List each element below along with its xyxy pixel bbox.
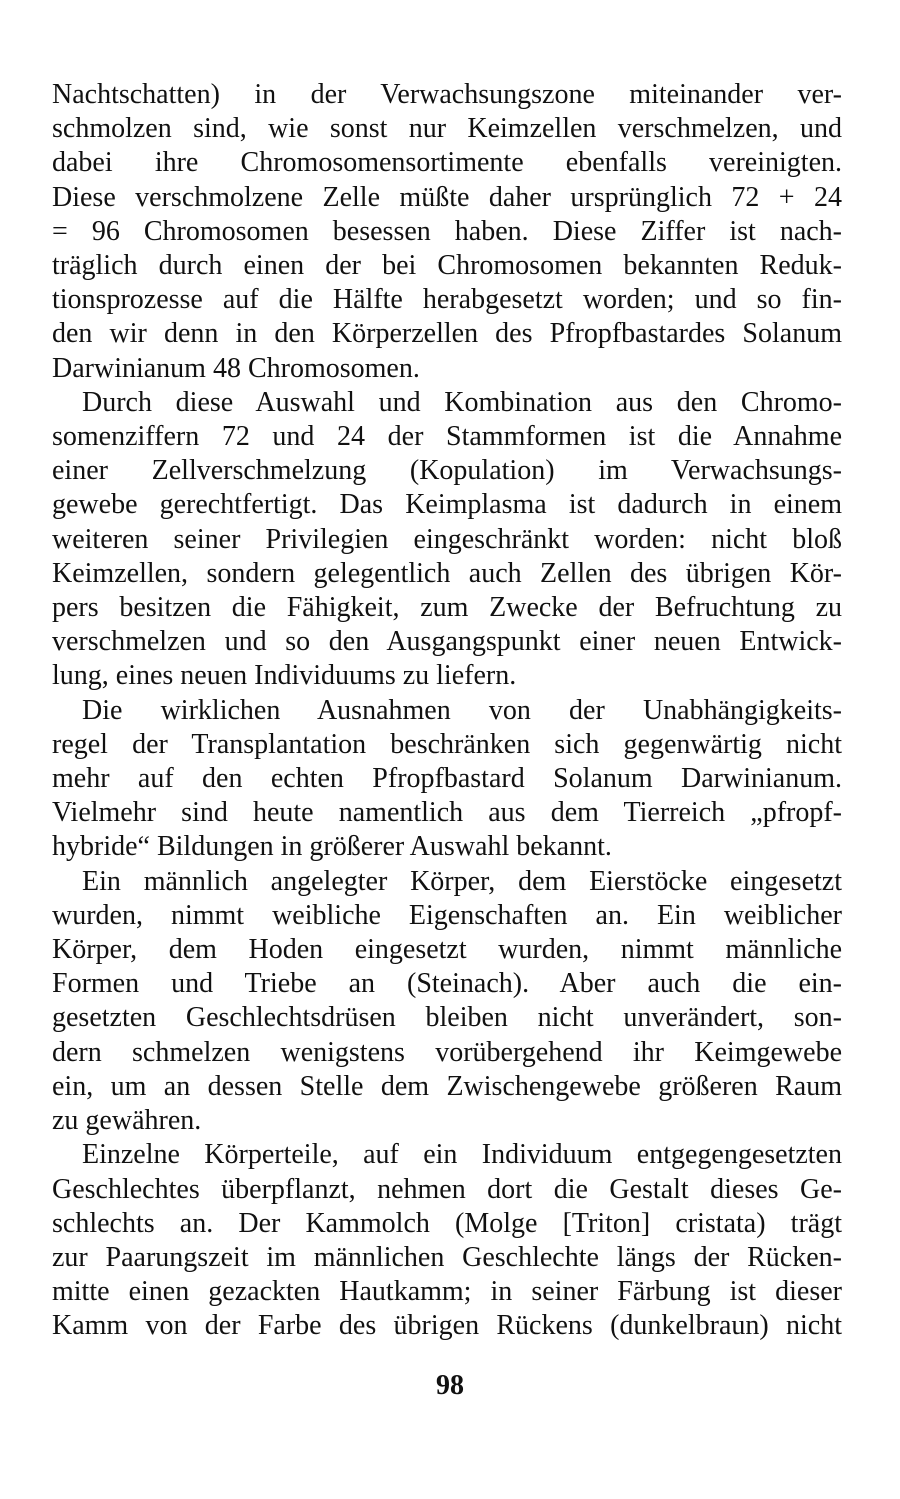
text-line: zur Paarungszeit im männlichen Geschlechte längs der Rücken- bbox=[52, 1241, 842, 1273]
text-line: Die wirklichen Ausnahmen von der Unabhängigkeits- bbox=[82, 694, 842, 726]
text-line: schmolzen sind, wie sonst nur Keimzellen verschmelzen, und bbox=[52, 113, 842, 145]
text-line: Einzelne Körperteile, auf ein Individuum entgegengesetzten bbox=[82, 1139, 842, 1171]
text-line: Nachtschatten) in der Verwachsungszone miteinander ver- bbox=[52, 79, 842, 110]
text-line: gewebe gerechtfertigt. Das Keimplasma ist dadurch in einem bbox=[52, 489, 842, 521]
text-line: tionsprozesse auf die Hälfte herabgesetzt worden; und so fin- bbox=[52, 284, 842, 316]
text-line: dabei ihre Chromosomensortimente ebenfalls vereinigten. bbox=[52, 147, 842, 179]
text-line: träglich durch einen der bei Chromosomen bekannten Reduk- bbox=[52, 250, 842, 282]
text-line: pers besitzen die Fähigkeit, zum Zwecke der Befruchtung zu bbox=[52, 592, 842, 624]
text-line: wurden, nimmt weibliche Eigenschaften an. Ein weiblicher bbox=[52, 899, 842, 931]
paragraph-2 bbox=[52, 386, 842, 694]
text-line: Keimzellen, sondern gelegentlich auch Zellen des übrigen Kör- bbox=[52, 557, 842, 589]
text-line: zu gewähren. bbox=[52, 1105, 202, 1137]
text-line: weiteren seiner Privilegien eingeschränkt worden: nicht bloß bbox=[52, 523, 842, 555]
paragraph-3 bbox=[52, 694, 842, 865]
text-line: Formen und Triebe an (Steinach). Aber auch die ein- bbox=[52, 968, 842, 1000]
text-line: Diese verschmolzene Zelle müßte daher ursprünglich 72 + 24 bbox=[52, 181, 842, 213]
paragraph-1 bbox=[52, 78, 842, 386]
text-line: somenziffern 72 und 24 der Stammformen ist die Annahme bbox=[52, 421, 842, 453]
text-line: lung, eines neuen Individuums zu liefern. bbox=[52, 660, 517, 692]
text-line: einer Zellverschmelzung (Kopulation) im Verwachsungs- bbox=[52, 455, 842, 487]
text-line: gesetzten Geschlechtsdrüsen bleiben nicht unverändert, son- bbox=[52, 1002, 842, 1034]
paragraph-5 bbox=[52, 1138, 842, 1343]
page-number: 98 bbox=[436, 1370, 464, 1401]
text-line: verschmelzen und so den Ausgangspunkt einer neuen Entwick- bbox=[52, 626, 842, 658]
text-line: mehr auf den echten Pfropfbastard Solanum Darwinianum. bbox=[52, 763, 842, 795]
text-line: Geschlechtes überpflanzt, nehmen dort die Gestalt dieses Ge- bbox=[52, 1173, 842, 1205]
body-text bbox=[52, 78, 842, 1344]
text-line: Ein männlich angelegter Körper, dem Eierstöcke eingesetzt bbox=[82, 865, 842, 897]
text-line: Körper, dem Hoden eingesetzt wurden, nimmt männliche bbox=[52, 934, 842, 966]
paragraph-4 bbox=[52, 865, 842, 1139]
text-line: = 96 Chromosomen besessen haben. Diese Ziffer ist nach- bbox=[52, 215, 842, 247]
text-line: regel der Transplantation beschränken sich gegenwärtig nicht bbox=[52, 728, 842, 760]
text-line: Vielmehr sind heute namentlich aus dem Tierreich „pfropf- bbox=[52, 797, 842, 829]
text-line: Darwinianum 48 Chromosomen. bbox=[52, 352, 420, 384]
text-line: ein, um an dessen Stelle dem Zwischengewebe größeren Raum bbox=[52, 1070, 842, 1102]
text-line: dern schmelzen wenigstens vorübergehend ihr Keimgewebe bbox=[52, 1036, 842, 1068]
text-line: mitte einen gezackten Hautkamm; in seiner Färbung ist dieser bbox=[52, 1276, 842, 1308]
text-line: hybride“ Bildungen in größerer Auswahl bekannt. bbox=[52, 831, 612, 863]
text-line: Durch diese Auswahl und Kombination aus den Chromo- bbox=[82, 386, 842, 418]
text-line: den wir denn in den Körperzellen des Pfropfbastardes Solanum bbox=[52, 318, 842, 350]
text-line: schlechts an. Der Kammolch (Molge [Triton] cristata) trägt bbox=[52, 1207, 842, 1239]
text-line: Kamm von der Farbe des übrigen Rückens (dunkelbraun) nicht bbox=[52, 1310, 842, 1342]
